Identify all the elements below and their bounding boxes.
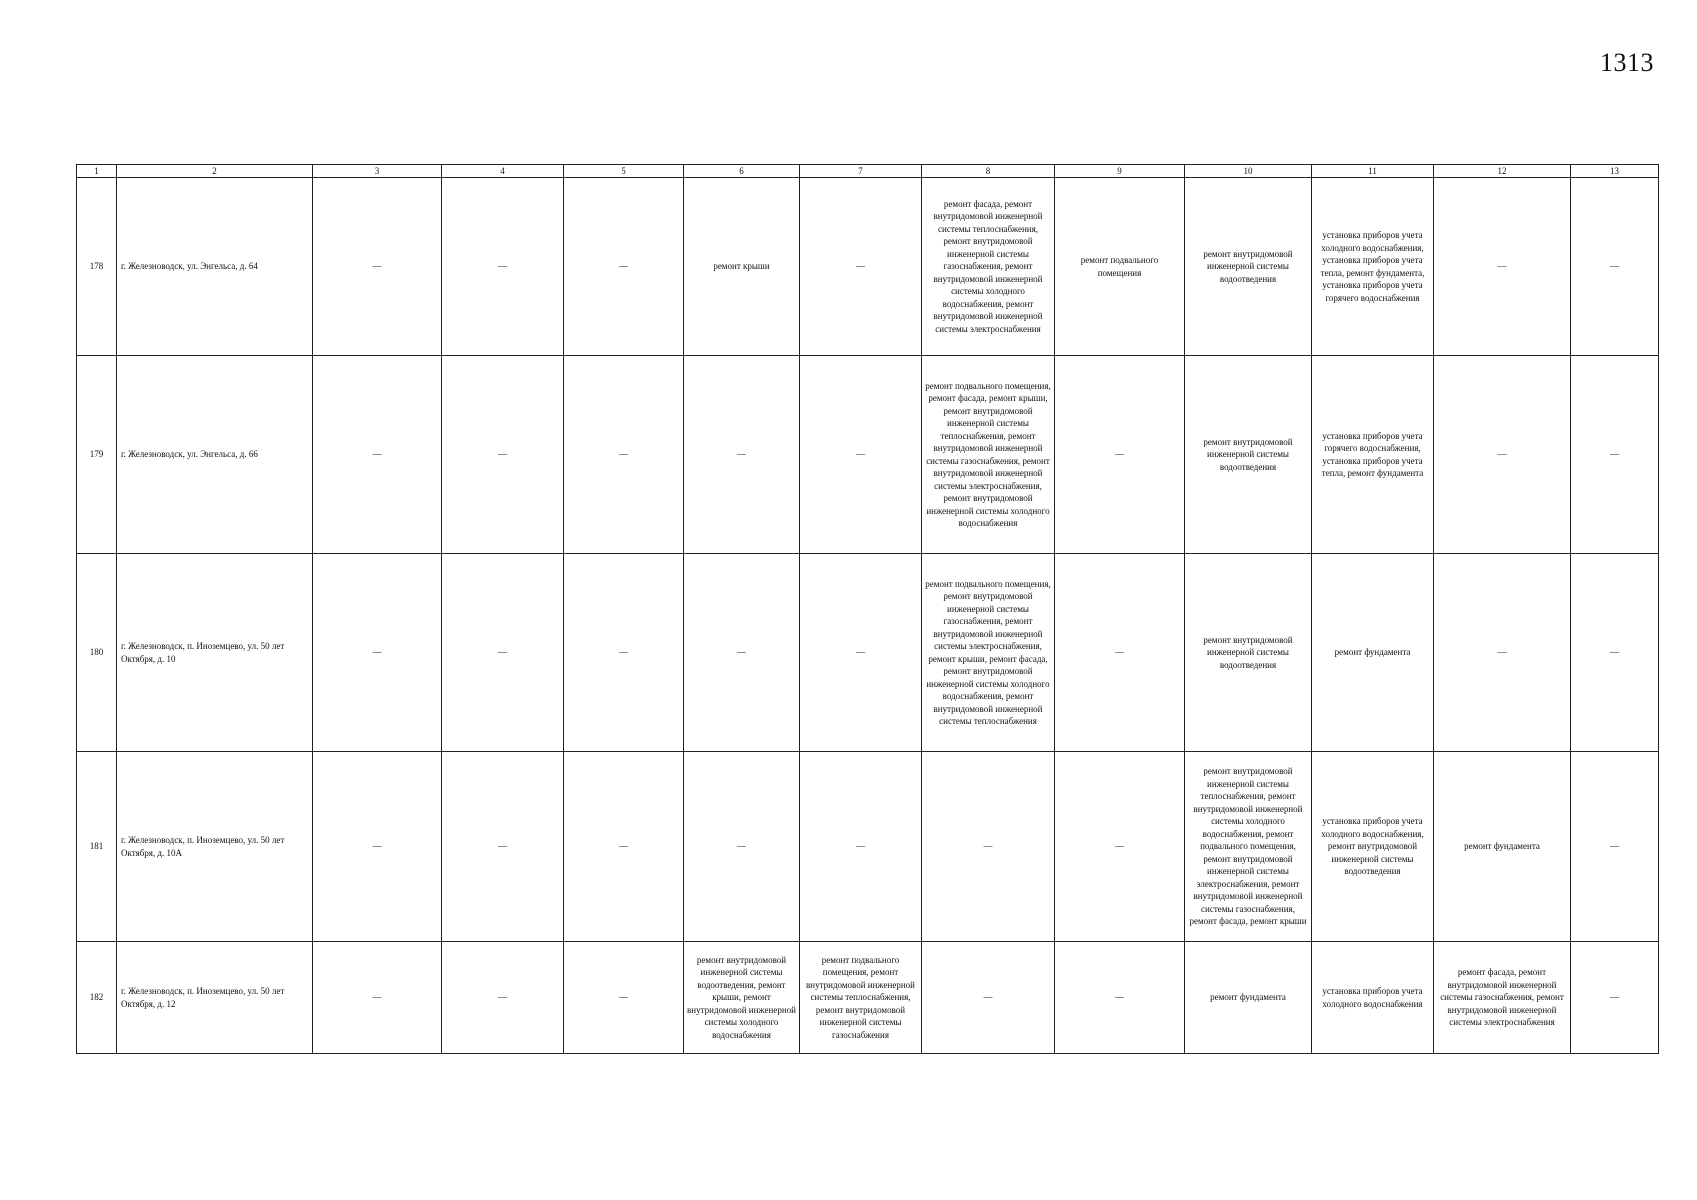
cell-col-12: — [1434, 356, 1571, 554]
cell-col-10: ремонт внутридомовой инженерной системы водоотведения [1185, 554, 1312, 752]
row-number: 181 [77, 752, 117, 942]
address-cell: г. Железноводск, п. Иноземцево, ул. 50 лет Октября, д. 10А [117, 752, 313, 942]
cell-col-11: ремонт фундамента [1312, 554, 1434, 752]
cell-col-12: — [1434, 178, 1571, 356]
cell-col-13: — [1571, 356, 1659, 554]
cell-col-6: ремонт внутридомовой инженерной системы водоотведения, ремонт крыши, ремонт внутридомовой инженерной системы холодного водоснабжения [684, 942, 800, 1054]
cell-col-10: ремонт фундамента [1185, 942, 1312, 1054]
column-number: 1 [77, 165, 117, 178]
cell-col-9: — [1055, 942, 1185, 1054]
cell-col-9: — [1055, 752, 1185, 942]
cell-col-3: — [313, 554, 442, 752]
cell-col-5: — [564, 942, 684, 1054]
cell-col-3: — [313, 178, 442, 356]
cell-col-10: ремонт внутридомовой инженерной системы водоотведения [1185, 356, 1312, 554]
column-number: 13 [1571, 165, 1659, 178]
cell-col-7: — [800, 178, 922, 356]
column-number: 3 [313, 165, 442, 178]
cell-col-12: — [1434, 554, 1571, 752]
cell-col-8: ремонт фасада, ремонт внутридомовой инженерной системы теплоснабжения, ремонт внутридомовой инженерной системы газоснабжения, ремонт внутридомовой инженерной системы холодного водоснабжения, ремонт внутридомовой инженерной системы электроснабжения [922, 178, 1055, 356]
cell-col-5: — [564, 178, 684, 356]
cell-col-6: — [684, 356, 800, 554]
cell-col-7: — [800, 356, 922, 554]
cell-col-11: установка приборов учета горячего водоснабжения, установка приборов учета тепла, ремонт фундамента [1312, 356, 1434, 554]
cell-col-12: ремонт фасада, ремонт внутридомовой инженерной системы газоснабжения, ремонт внутридомовой инженерной системы электроснабжения [1434, 942, 1571, 1054]
row-number: 179 [77, 356, 117, 554]
cell-col-7: — [800, 752, 922, 942]
cell-col-6: — [684, 752, 800, 942]
column-number: 5 [564, 165, 684, 178]
address-cell: г. Железноводск, п. Иноземцево, ул. 50 лет Октября, д. 10 [117, 554, 313, 752]
cell-col-8: — [922, 752, 1055, 942]
cell-col-9: — [1055, 356, 1185, 554]
cell-col-4: — [442, 356, 564, 554]
table-row [77, 752, 1659, 942]
cell-col-7: ремонт подвального помещения, ремонт внутридомовой инженерной системы теплоснабжения, ремонт внутридомовой инженерной системы газоснабжения [800, 942, 922, 1054]
cell-col-13: — [1571, 178, 1659, 356]
table-row [77, 178, 1659, 356]
column-number: 12 [1434, 165, 1571, 178]
column-number: 7 [800, 165, 922, 178]
cell-col-11: установка приборов учета холодного водоснабжения, установка приборов учета тепла, ремонт фундамента, установка приборов учета горячего водоснабжения [1312, 178, 1434, 356]
cell-col-9: ремонт подвального помещения [1055, 178, 1185, 356]
cell-col-4: — [442, 942, 564, 1054]
table-row [77, 356, 1659, 554]
repair-schedule-table [76, 164, 1659, 1054]
cell-col-3: — [313, 942, 442, 1054]
cell-col-11: установка приборов учета холодного водоснабжения, ремонт внутридомовой инженерной системы водоотведения [1312, 752, 1434, 942]
row-number: 180 [77, 554, 117, 752]
cell-col-4: — [442, 752, 564, 942]
cell-col-5: — [564, 554, 684, 752]
column-number: 10 [1185, 165, 1312, 178]
column-number: 11 [1312, 165, 1434, 178]
cell-col-8: ремонт подвального помещения, ремонт внутридомовой инженерной системы газоснабжения, ремонт внутридомовой инженерной системы электроснабжения, ремонт крыши, ремонт фасада, ремонт внутридомовой инженерной системы холодного водоснабжения, ремонт внутридомовой инженерной системы теплоснабжения [922, 554, 1055, 752]
cell-col-7: — [800, 554, 922, 752]
column-number-row [77, 165, 1659, 178]
cell-col-9: — [1055, 554, 1185, 752]
cell-col-3: — [313, 356, 442, 554]
column-number: 4 [442, 165, 564, 178]
column-number: 8 [922, 165, 1055, 178]
row-number: 182 [77, 942, 117, 1054]
cell-col-8: ремонт подвального помещения, ремонт фасада, ремонт крыши, ремонт внутридомовой инженерной системы теплоснабжения, ремонт внутридомовой инженерной системы газоснабжения, ремонт внутридомовой инженерной системы электроснабжения, ремонт внутридомовой инженерной системы холодного водоснабжения [922, 356, 1055, 554]
cell-col-5: — [564, 752, 684, 942]
cell-col-13: — [1571, 942, 1659, 1054]
column-number: 2 [117, 165, 313, 178]
cell-col-10: ремонт внутридомовой инженерной системы водоотведения [1185, 178, 1312, 356]
cell-col-10: ремонт внутридомовой инженерной системы теплоснабжения, ремонт внутридомовой инженерной системы холодного водоснабжения, ремонт подвального помещения, ремонт внутридомовой инженерной системы электроснабжения, ремонт внутридомовой инженерной системы газоснабжения, ремонт фасада, ремонт крыши [1185, 752, 1312, 942]
cell-col-4: — [442, 178, 564, 356]
cell-col-6: ремонт крыши [684, 178, 800, 356]
cell-col-13: — [1571, 554, 1659, 752]
address-cell: г. Железноводск, ул. Энгельса, д. 66 [117, 356, 313, 554]
cell-col-4: — [442, 554, 564, 752]
cell-col-12: ремонт фундамента [1434, 752, 1571, 942]
cell-col-11: установка приборов учета холодного водоснабжения [1312, 942, 1434, 1054]
cell-col-8: — [922, 942, 1055, 1054]
table-row [77, 942, 1659, 1054]
cell-col-5: — [564, 356, 684, 554]
column-number: 9 [1055, 165, 1185, 178]
address-cell: г. Железноводск, п. Иноземцево, ул. 50 лет Октября, д. 12 [117, 942, 313, 1054]
cell-col-13: — [1571, 752, 1659, 942]
page-number: 1313 [1600, 48, 1654, 77]
row-number: 178 [77, 178, 117, 356]
address-cell: г. Железноводск, ул. Энгельса, д. 64 [117, 178, 313, 356]
column-number: 6 [684, 165, 800, 178]
cell-col-3: — [313, 752, 442, 942]
table-row [77, 554, 1659, 752]
cell-col-6: — [684, 554, 800, 752]
